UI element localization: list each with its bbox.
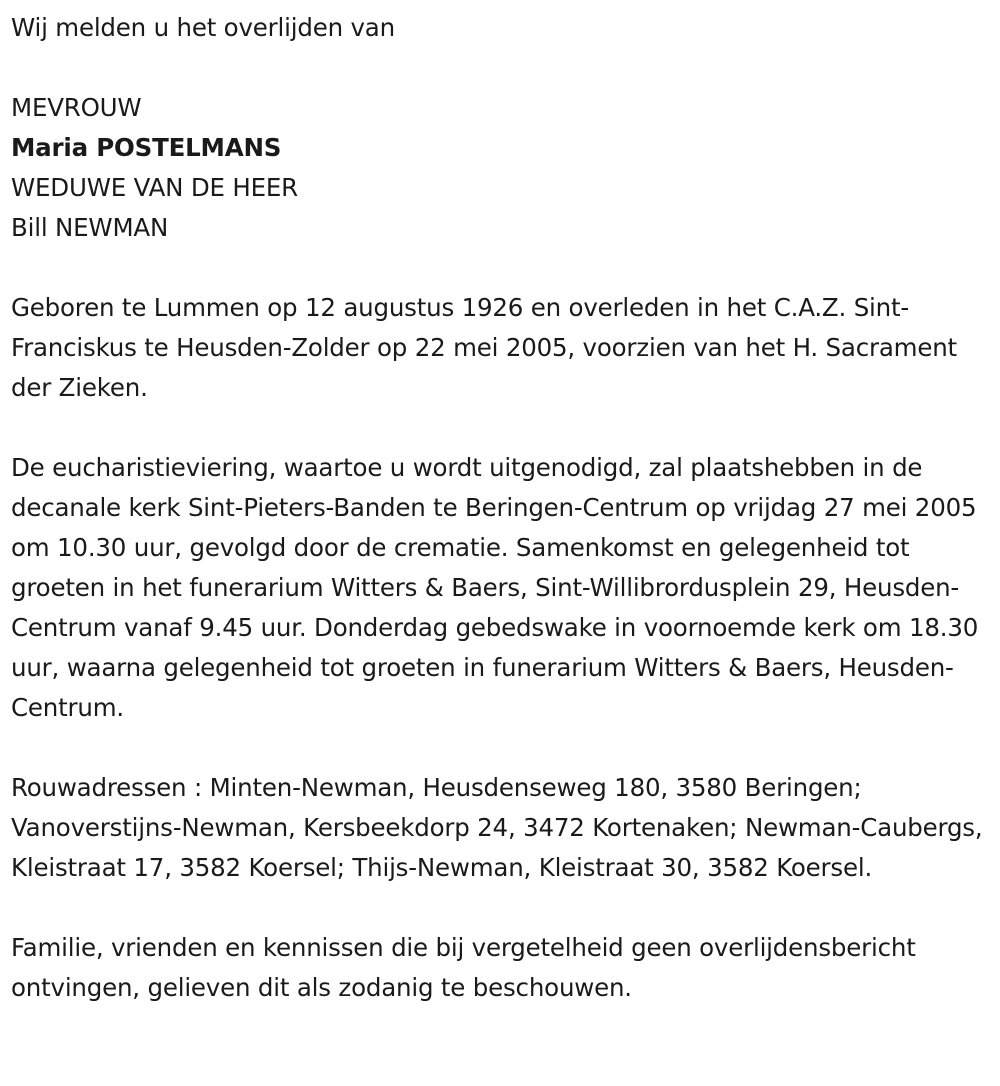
intro-line: Wij melden u het overlijden van (11, 13, 395, 42)
deceased-relation: WEDUWE VAN DE HEER (11, 173, 299, 202)
addresses-paragraph: Rouwadressen : Minten-Newman, Heusdenseweg 180, 3580 Beringen; Vanoverstijns-Newman, Kersbeekdorp 24, 3472 Kortenaken; Newman-Caubergs, Kleistraat 17, 3582 Koersel; Thijs-Newman, Kleistraat 30, 3582 Koersel. (11, 773, 983, 882)
closing-paragraph: Familie, vrienden en kennissen die bij vergetelheid geen overlijdensbericht ontvingen, gelieven dit als zodanig te beschouwen. (11, 933, 916, 1002)
spacer (11, 48, 986, 88)
spacer (11, 888, 986, 928)
spacer (11, 408, 986, 448)
spouse-name: Bill NEWMAN (11, 213, 169, 242)
spacer (11, 248, 986, 288)
birth-death-paragraph: Geboren te Lummen op 12 augustus 1926 en overleden in het C.A.Z. Sint-Franciskus te Heusden-Zolder op 22 mei 2005, voorzien van het H. Sacrament der Zieken. (11, 293, 957, 402)
ceremony-paragraph: De eucharistieviering, waartoe u wordt uitgenodigd, zal plaatshebben in de decanale kerk Sint-Pieters-Banden te Beringen-Centrum op vrijdag 27 mei 2005 om 10.30 uur, gevolgd door de crematie. Samenkomst en gelegenheid tot groeten in het funerarium Witters & Baers, Sint-Willibrordusplein 29, Heusden-Centrum vanaf 9.45 uur. Donderdag gebedswake in voornoemde kerk om 18.30 uur, waarna gelegenheid tot groeten in funerarium Witters & Baers, Heusden-Centrum. (11, 453, 979, 722)
deceased-title: MEVROUW (11, 93, 142, 122)
deceased-name: Maria POSTELMANS (11, 133, 282, 162)
death-notice-document (11, 8, 986, 1008)
spacer (11, 728, 986, 768)
